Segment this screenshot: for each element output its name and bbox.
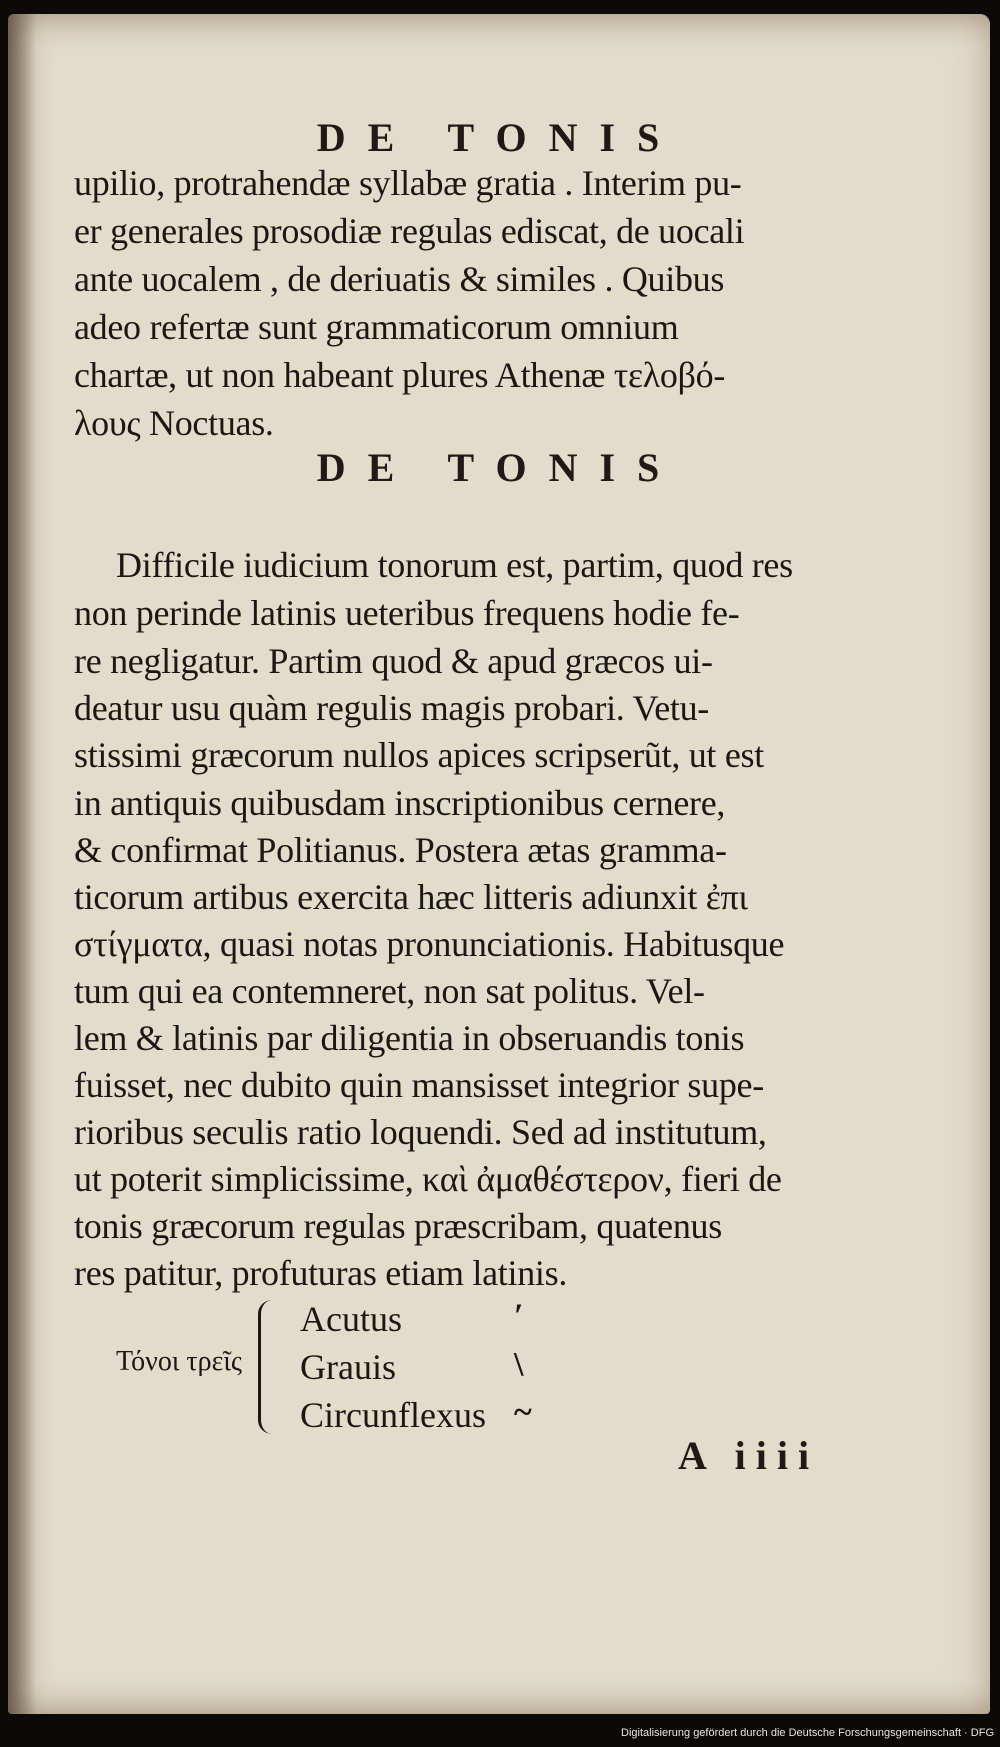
text-line: deatur usu quàm regulis magis probari. Vetu-	[74, 688, 709, 728]
text-line: in antiquis quibusdam inscriptionibus cernere,	[74, 783, 726, 823]
signature-mark: A iiii	[678, 1433, 820, 1478]
text-line: upilio, protrahendæ syllabæ gratia . Interim pu-	[74, 163, 742, 203]
text-line: Difficile iudicium tonorum est, partim, quod res	[116, 545, 793, 585]
text-line: fuisset, nec dubito quin mansisset integrior supe-	[74, 1065, 764, 1105]
tones-label: Τόνοι τρεῖς	[116, 1346, 242, 1377]
text-line: chartæ, ut non habeant plures Athenæ τελοβό-	[74, 355, 726, 395]
text-line: er generales prosodiæ regulas ediscat, de uocali	[74, 211, 745, 251]
text-line: στίγματα, quasi notas pronunciationis. Habitusque	[74, 924, 785, 964]
brace-symbol	[258, 1300, 283, 1434]
acute-accent-mark: ʹ	[514, 1298, 524, 1335]
text-line: tum qui ea contemneret, non sat politus. Vel-	[74, 971, 705, 1011]
text-line: ut poterit simplicissime, καὶ ἀμαθέστερον, fieri de	[74, 1159, 782, 1199]
tone-acutus: Acutus	[300, 1299, 402, 1339]
text-line: lem & latinis par diligentia in obseruandis tonis	[74, 1018, 745, 1058]
text-line: ante uocalem , de deriuatis & similes . Quibus	[74, 259, 725, 299]
text-line: non perinde latinis ueteribus frequens hodie fe-	[74, 593, 740, 633]
text-line: rioribus seculis ratio loquendi. Sed ad institutum,	[74, 1112, 767, 1152]
circumflex-accent-mark: ~	[514, 1394, 532, 1431]
book-page	[8, 14, 990, 1714]
text-line: adeo refertæ sunt grammaticorum omnium	[74, 307, 679, 347]
text-line: ticorum artibus exercita hæc litteris adiunxit ἐπι	[74, 877, 748, 917]
text-line: & confirmat Politianus. Postera ætas gramma-	[74, 830, 727, 870]
text-line: tonis græcorum regulas præscribam, quatenus	[74, 1206, 722, 1246]
tone-circunflexus: Circunflexus	[300, 1395, 486, 1435]
text-line: res patitur, profuturas etiam latinis.	[74, 1253, 568, 1293]
tone-grauis: Grauis	[300, 1347, 396, 1387]
text-line: re negligatur. Partim quod & apud græcos ui-	[74, 641, 713, 681]
section-heading: DE TONIS	[316, 445, 682, 490]
text-line: stissimi græcorum nullos apices scripserũt, ut est	[74, 735, 764, 775]
text-line: λους Noctuas.	[74, 403, 274, 443]
grave-accent-mark: \	[514, 1346, 524, 1383]
digitization-credit: Digitalisierung gefördert durch die Deutsche Forschungsgemeinschaft · DFG	[621, 1727, 994, 1739]
running-header: DE TONIS	[316, 115, 682, 160]
